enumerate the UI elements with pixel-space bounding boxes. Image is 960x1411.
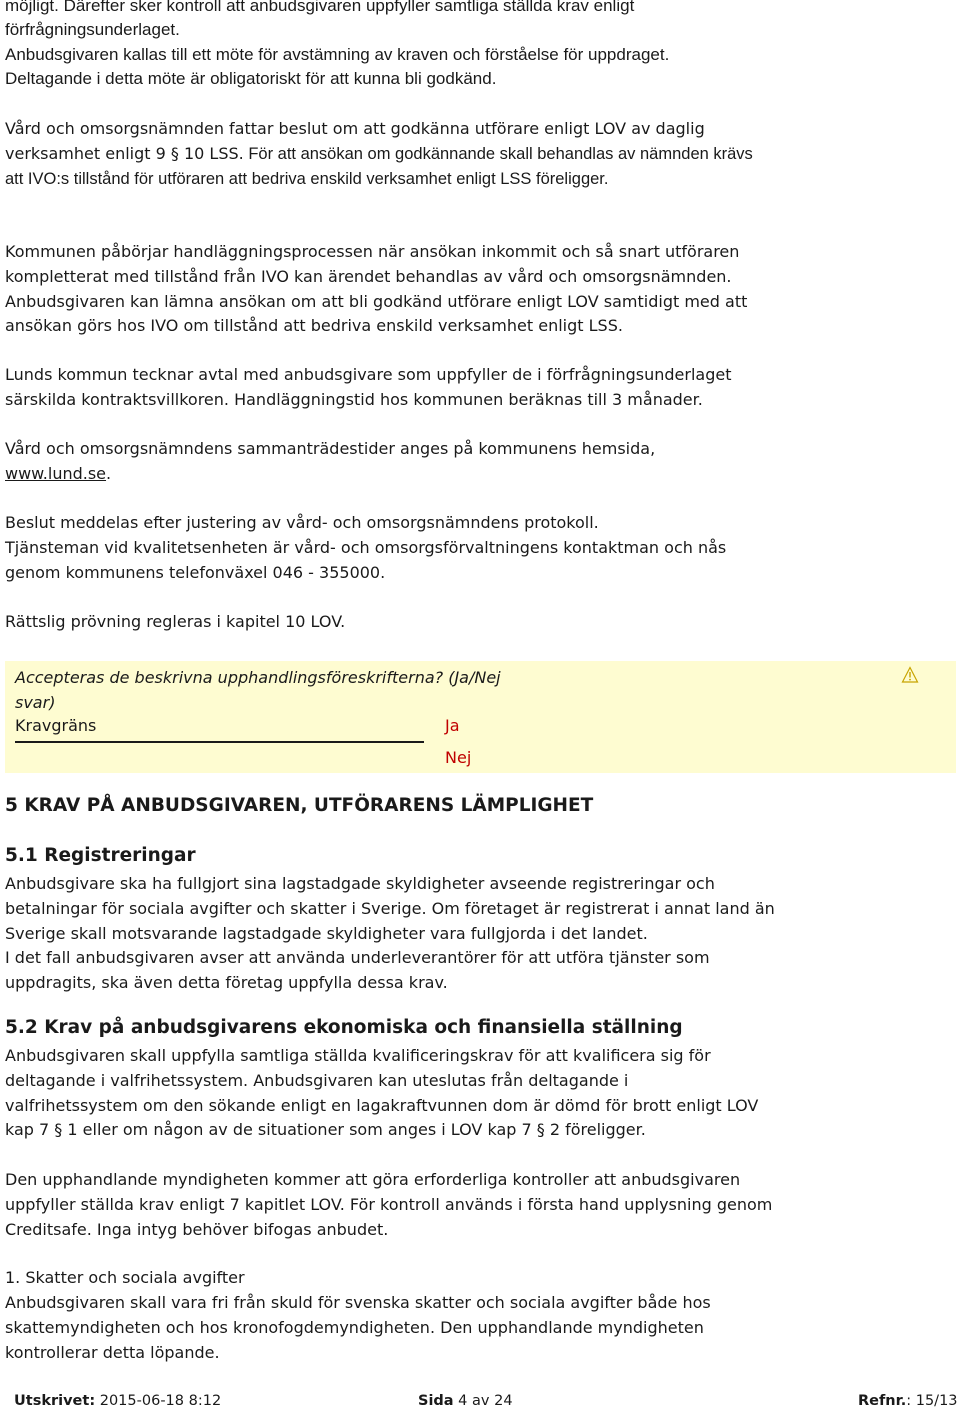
kravgrans-label: Kravgräns [15,716,97,735]
intro-line-2: förfrågningsunderlaget. [5,20,180,39]
paragraph-kommunen: Kommunen påbörjar handläggningsprocessen när ansökan inkommit och så snart utföraren kompletterat med tillstånd från IVO kan ärendet behandlas av vård och omsorgsnämnden. Anbudsgivaren kan lämna ansökan om att bli godkänd utförare enligt LOV samtidigt med att ansökan görs hos IVO om tillstånd att bedriva enskild verksamhet enligt LSS. [5,242,748,336]
question-text: Accepteras de beskrivna upphandlingsföreskrifterna? (Ja/Nej svar) [15,668,501,712]
paragraph-beslut-part2: För att ansökan om godkännande skall behandlas av nämnden krävs att IVO:s tillstånd för utföraren att bedriva enskild verksamhet enligt LSS föreligger. [5,144,753,188]
footer-printed-label: Utskrivet: [14,1393,96,1409]
paragraph-beslut [5,117,775,191]
intro-line-1: möjligt. Därefter sker kontroll att anbudsgivaren uppfyller samtliga ställda krav enligt [5,0,635,15]
footer-page-label: Sida [418,1393,454,1409]
website-link[interactable]: www.lund.se [5,463,107,483]
footer-printed-value: 2015-06-18 8:12 [95,1393,222,1409]
protokoll-line-2: Tjänsteman vid kvalitetsenheten är vård- och omsorgsförvaltningens kontaktman och nås genom kommunens telefonväxel 046 - 355000. [5,537,727,582]
item-1-title: 1. Skatter och sociala avgifter [5,1268,245,1287]
section-5-2-heading: 5.2 Krav på anbudsgivarens ekonomiska och finansiella ställning [5,1017,683,1038]
footer-ref-value: : 15/13 [906,1393,958,1409]
paragraph-beslut-part1: Vård och omsorgsnämnden fattar beslut om att godkänna utförare enligt LOV av daglig verksamhet enligt 9 § 10 LSS. [5,119,705,163]
section-5-heading: 5 KRAV PÅ ANBUDSGIVAREN, UTFÖRARENS LÄMPLIGHET [5,795,594,816]
protokoll-line-1: Beslut meddelas efter justering av vård- och omsorgsnämndens protokoll. [5,513,599,532]
item-1-text: Anbudsgivaren skall vara fri från skuld för svenska skatter och sociala avgifter både hos skattemyndigheten och hos kronofogdemyndigheten. Den upphandlande myndigheten kontrollerar detta löpande. [5,1293,711,1362]
sammantrade-text: Vård och omsorgsnämndens sammanträdestider anges på kommunens hemsida, [5,439,656,458]
section-5-2-text-2: Den upphandlande myndigheten kommer att göra erforderliga kontroller att anbudsgivaren uppfyller ställda krav enligt 7 kapitlet LOV. För kontroll används i första hand upplysning genom Creditsafe. Inga intyg behöver bifogas anbudet. [5,1170,773,1239]
paragraph-sammantrade [5,437,725,487]
intro-line-4: Deltagande i detta möte är obligatoriskt för att kunna bli godkänd. [5,69,497,88]
intro-line-3: Anbudsgivaren kallas till ett möte för avstämning av kraven och förståelse för uppdraget. [5,45,670,64]
section-5-2-text-1: Anbudsgivaren skall uppfylla samtliga ställda kvalificeringskrav för att kvalificera sig för deltagande i valfrihetssystem. Anbudsgivaren kan uteslutas från deltagande i valfrihetssystem om den sökande enligt en lagakraftvunnen dom är dömd för brott enligt LOV kap 7 § 1 eller om någon av de situationer som anges i LOV kap 7 § 2 föreligger. [5,1046,759,1140]
section-5-1-text-2: I det fall anbudsgivaren avser att använda underleverantörer för att utföra tjänster som uppdragits, ska även detta företag uppfylla dessa krav. [5,948,710,992]
footer-page [418,1393,513,1409]
section-5-1-heading: 5.1 Registreringar [5,845,196,866]
option-nej[interactable]: Nej [445,748,472,767]
paragraph-lunds: Lunds kommun tecknar avtal med anbudsgivare som uppfyller de i förfrågningsunderlaget särskilda kontraktsvillkoren. Handläggningstid hos kommunen beräknas till 3 månader. [5,365,732,409]
footer-page-value: 4 av 24 [453,1393,513,1409]
question-box [5,661,956,773]
paragraph-protokoll [5,511,785,585]
kravgrans-underline [15,741,424,743]
sammantrade-after: . [106,463,112,483]
option-ja[interactable]: Ja [445,716,460,735]
warning-icon [901,666,919,684]
footer-printed [14,1393,221,1409]
footer-ref [858,1393,958,1409]
paragraph-provning: Rättslig prövning regleras i kapitel 10 LOV. [5,612,346,631]
footer-ref-label: Refnr. [858,1393,907,1409]
section-5-1-text-1: Anbudsgivare ska ha fullgjort sina lagstadgade skyldigheter avseende registreringar och betalningar för sociala avgifter och skatter i Sverige. Om företaget är registrerat i annat land än Sverige skall motsvarande lagstadgade skyldigheter vara fullgjorda i det landet. [5,874,775,943]
